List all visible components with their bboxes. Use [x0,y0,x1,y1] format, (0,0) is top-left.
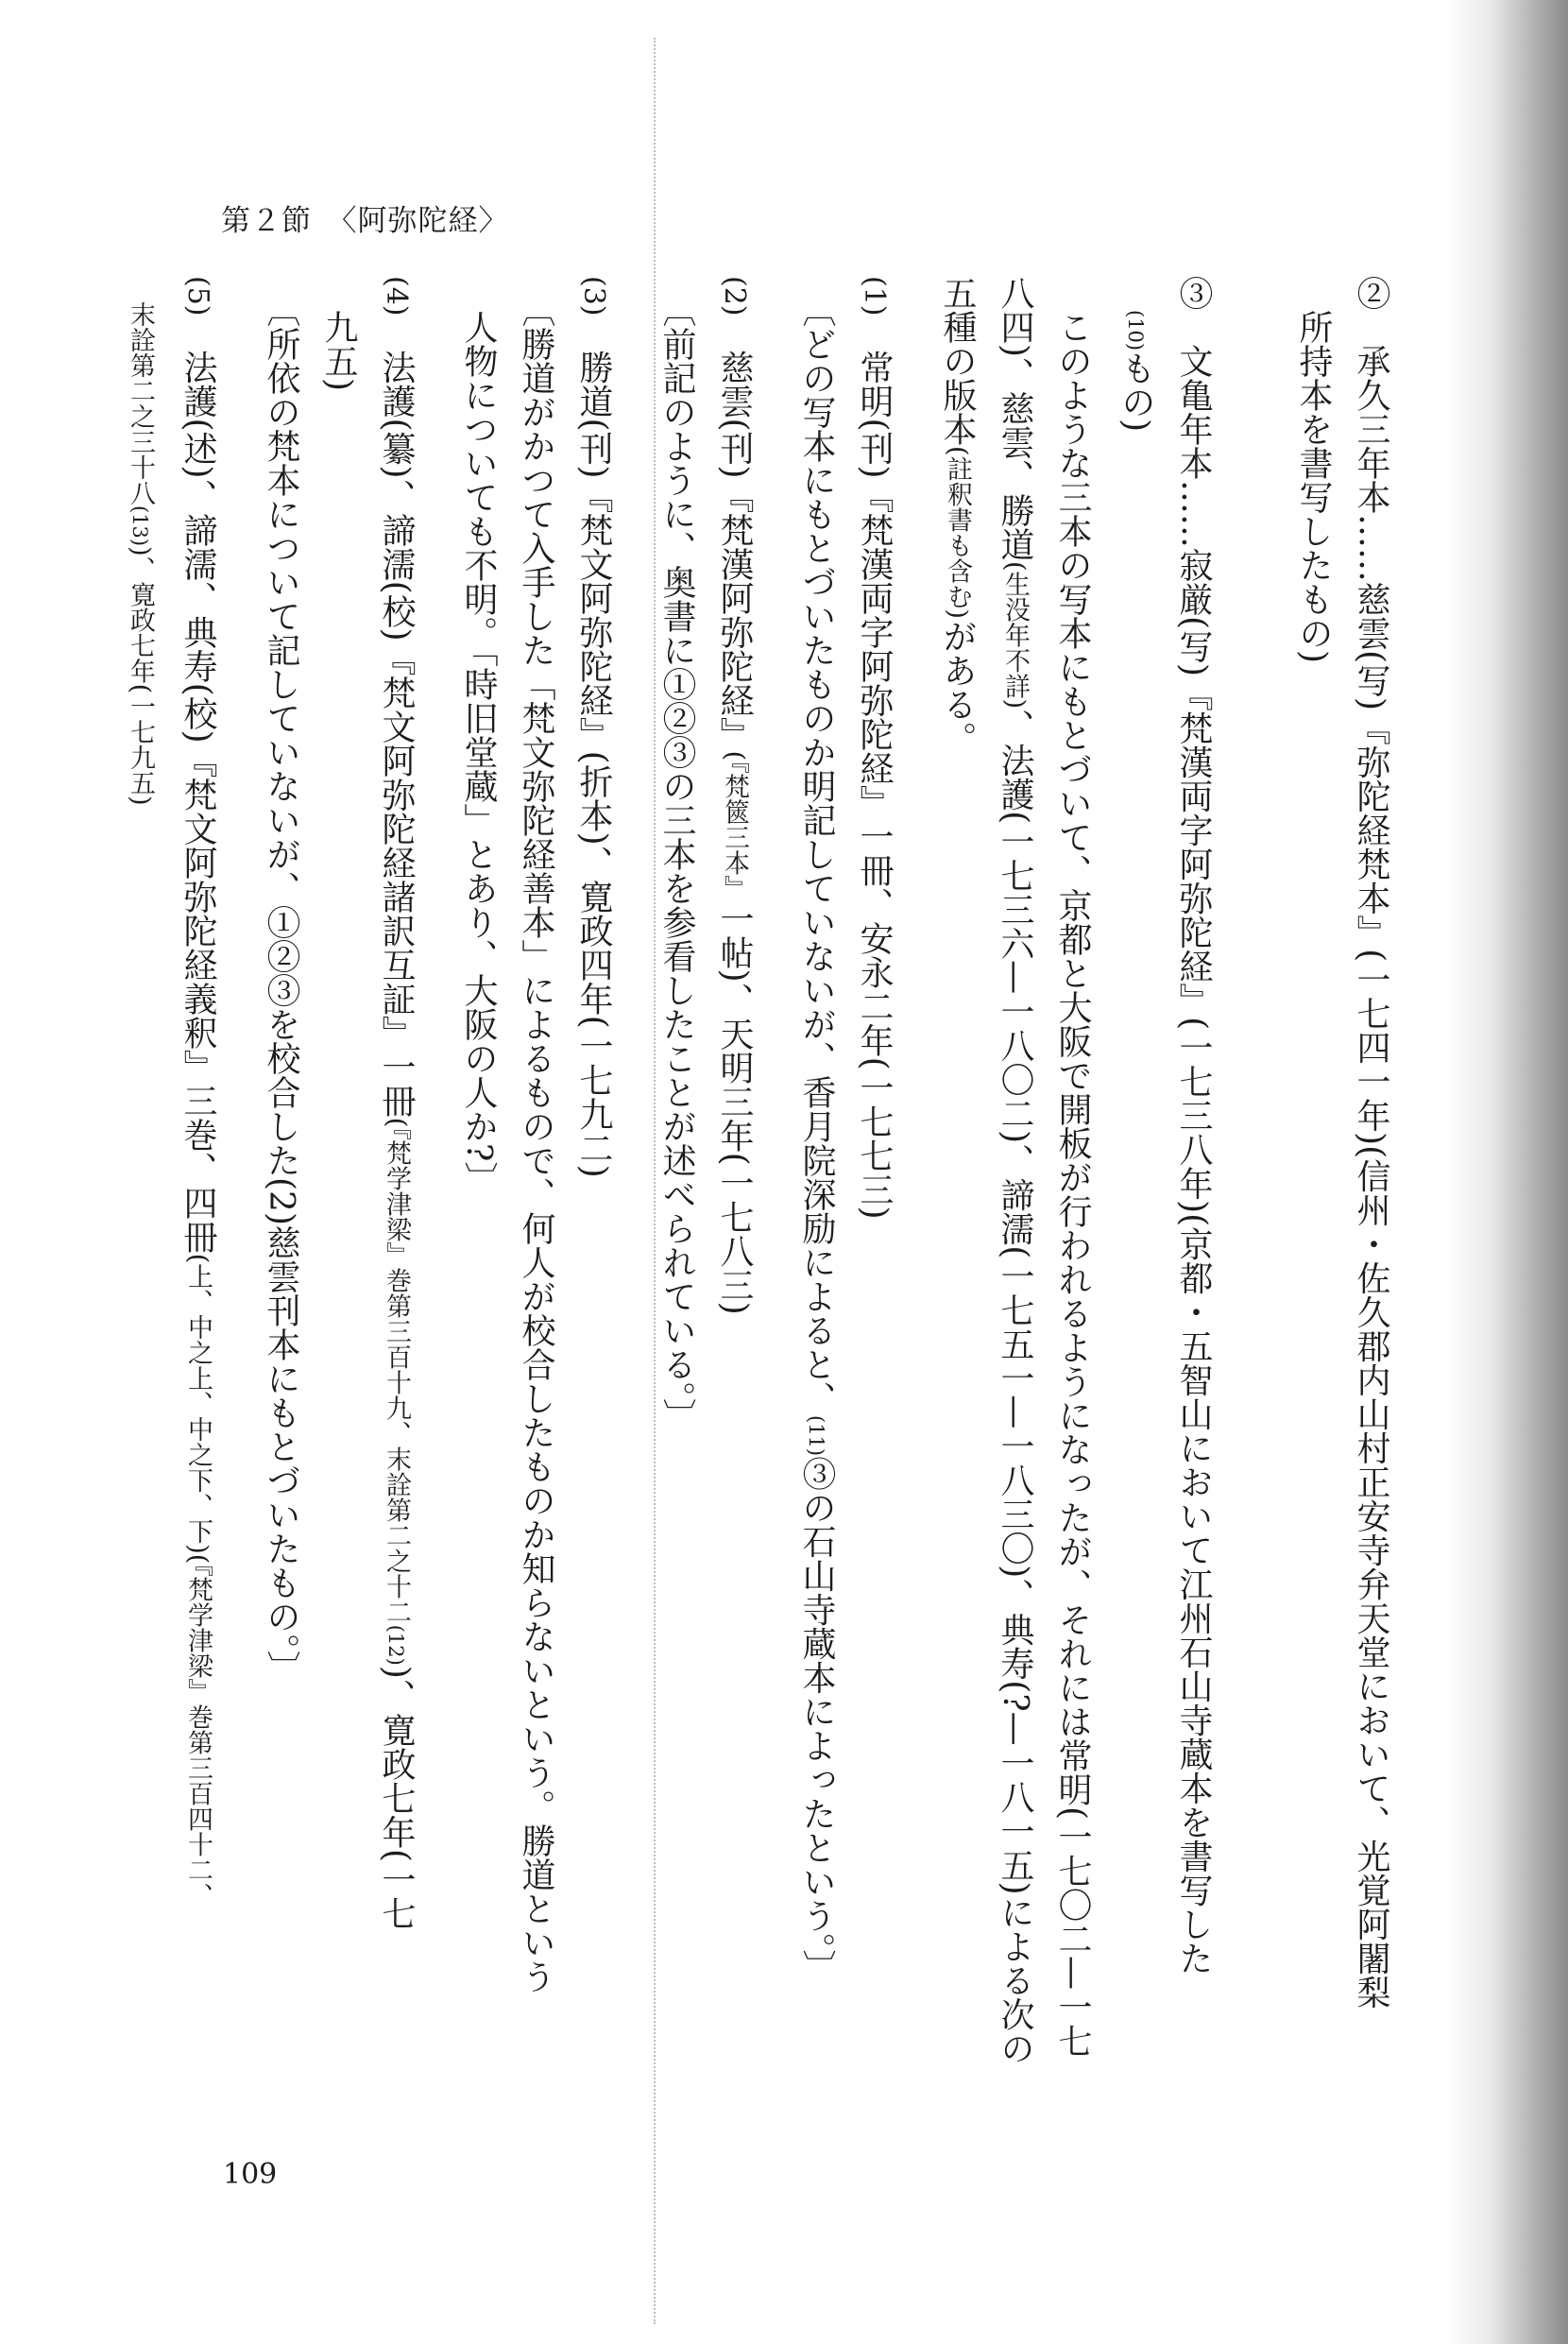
text-run: 、法護(一七三六—一八〇二)、諦濡(一七五一—一八三〇)、典寿(?—一八一五)による次の [996,709,1034,2065]
text-run: 〔所依の梵本について記していないが、①②③を校合した(2)慈雲刊本にもとづいたもの。〕 [262,276,300,1685]
text-column [1050,276,1094,2128]
text-column [1114,276,1157,2128]
text-column [655,276,698,2128]
text-run: (『梵学津梁』巻第三百十九、末詮第二之十二 [382,1117,411,1625]
text-run: (13) [128,505,151,547]
text-column [1349,276,1392,2128]
text-run: ③ 文亀年本……寂厳(写)『梵漢両字阿弥陀経』(一七三八年)(京都・五智山において江州石山寺蔵本を書写した [1174,276,1213,1976]
text-column [993,276,1036,2128]
text-run: 五種の版本 [938,276,977,446]
text-run: 〔勝道がかつて入手した「梵文弥陀経善本」によるもので、何人が校合したものか知らないという。勝道という [517,276,555,1993]
text-run: (4) [380,276,413,317]
text-run: 一帖)、天明三年(一七八三) [715,900,754,1315]
text-run: 〔どの写本にもとづいたものか明記していないが、香月院深励によると、 [797,276,836,1415]
text-run: )、寛政七年(一七 [377,1665,416,1930]
text-column [794,276,838,2128]
text-run: (生没年不詳) [1000,561,1030,710]
text-run [1116,276,1155,310]
page-edge-shadow [1445,0,1568,2344]
text-run: (12) [384,1624,407,1666]
text-column [712,276,756,2128]
text-column [259,276,302,2128]
text-run: もの) [1116,351,1155,433]
text-column [118,276,162,2128]
text-column [316,276,360,2128]
text-run: 所持本を書写したもの) [1294,276,1333,664]
text-column [456,276,500,2128]
section-header: 第２節 〈阿弥陀経〉 [221,204,509,238]
text-run: 慈雲(刊)『梵漢阿弥陀経』 [715,316,754,751]
text-column [1291,276,1335,2128]
text-run: 勝道(刊)『梵文阿弥陀経』(折本)、寛政四年(一七九二) [574,316,613,1178]
text-run: (3) [577,276,610,317]
text-run: 九五) [319,276,358,392]
text-run: (5) [181,276,214,317]
text-run: 法護(纂)、諦濡(校)『梵文阿弥陀経諸訳互証』一冊 [377,316,416,1118]
text-run: (11) [805,1415,827,1457]
text-run: (註釈書も含む) [943,446,972,620]
text-run: (2) [718,276,751,317]
text-run: (10) [1124,310,1147,351]
text-run: (1) [858,276,891,317]
text-run: 八四)、慈雲、勝道 [996,276,1034,562]
text-run: このような三本の写本にもとづいて、京都と大阪で開板が行われるようになったが、それには常明(一七〇二—一七 [1053,276,1092,2059]
text-column [514,276,557,2128]
page-number: 109 [223,2158,278,2191]
text-run: 人物についても不明。「時旧堂蔵」とあり、大阪の人か?〕 [459,276,498,1196]
text-column [1171,276,1215,2128]
text-run: ③の石山寺蔵本によったという。〕 [797,1456,836,1984]
text-run: (『梵篋三本』 [720,750,749,901]
text-run: 常明(刊)『梵漢両字阿弥陀経』一冊、安永二年(一七七三) [855,316,894,1220]
text-column [935,276,979,2128]
text-column [374,276,418,2128]
text-run: (上、中之上、中之下、下)(『梵学津梁』巻第三百四十二、 [183,1253,213,1908]
text-run: 法護(述)、諦濡、典寿(校)『梵文阿弥陀経義釈』三巻、四冊 [179,316,217,1254]
text-run: ② 承久三年本……慈雲(写)『弥陀経梵本』(一七四一年)(信州・佐久郡内山村正安寺弁天堂において、光覚阿闍梨 [1352,276,1390,2010]
text-column [571,276,615,2128]
text-run: 〔前記のように、奥書に①②③の三本を参看したことが述べられている。〕 [657,276,696,1432]
text-run: がある。 [938,619,977,756]
text-column [176,276,219,2128]
text-run: )、寛政七年(一七九五) [126,546,155,806]
text-run: 末詮第二之三十八 [126,276,155,505]
text-column [852,276,895,2128]
